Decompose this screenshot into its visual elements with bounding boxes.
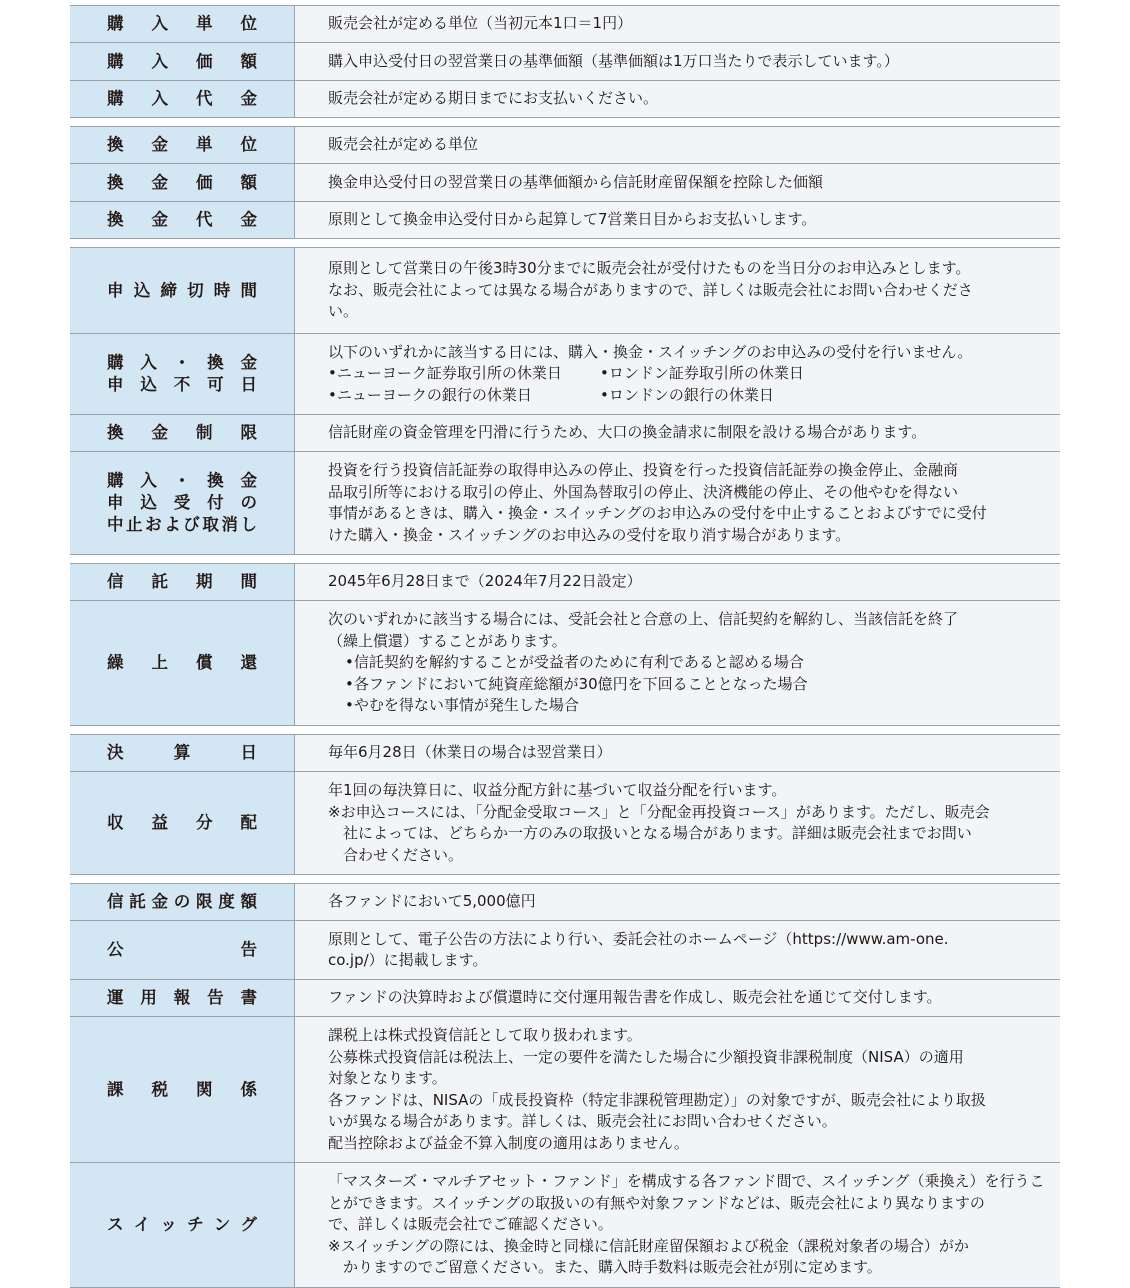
table-row [70, 127, 1060, 163]
row-label [70, 884, 295, 920]
row-value [295, 921, 1060, 979]
label-char: 申 [107, 493, 124, 512]
table-group [70, 5, 1060, 118]
label-char: ス [107, 1215, 124, 1234]
label-char: 課 [107, 1079, 124, 1099]
row-label-lines [107, 470, 257, 536]
label-char: 申 [107, 280, 124, 300]
label-char: 金 [151, 135, 168, 154]
row-label-lines [107, 88, 257, 110]
value-line: 各ファンドは、NISAの「成長投資枠（特定非課税管理勘定）」の対象ですが、販売会社により取扱 [328, 1090, 986, 1109]
row-label-lines [107, 891, 257, 913]
table-row [70, 735, 1060, 771]
row-value [295, 735, 1060, 771]
row-label-line [107, 374, 257, 396]
label-char: 金 [240, 353, 257, 372]
label-char: 金 [240, 89, 257, 108]
table-group [70, 126, 1060, 239]
label-char: 受 [173, 493, 191, 512]
row-label-lines [107, 280, 257, 302]
value-line: 信託財産の資金管理を円滑に行うため、大口の換金請求に制限を設ける場合があります。 [328, 423, 927, 442]
row-label [70, 1017, 295, 1162]
label-char: 切 [187, 280, 204, 300]
label-char: 込 [140, 493, 157, 512]
row-value [295, 6, 1060, 42]
label-char: 日 [240, 375, 257, 394]
label-char: 代 [196, 210, 213, 229]
label-char: 度 [218, 892, 235, 911]
label-char: 入 [140, 353, 157, 372]
group-gap [70, 239, 1060, 247]
value-line: 公募株式投資信託は税法上、一定の要件を満たした場合に少額投資非課税制度（NISA）の適用 [328, 1047, 964, 1066]
value-line: けた購入・換金・スイッチングのお申込みの受付を取り消す場合があります。 [328, 525, 851, 544]
table-group [70, 883, 1060, 1288]
row-label-line [107, 987, 257, 1009]
row-label [70, 601, 295, 725]
row-value [295, 884, 1060, 920]
label-char: 単 [196, 14, 213, 33]
value-line: 以下のいずれかに該当する日には、購入・換金・スイッチングのお申込みの受付を行いません。 [328, 342, 973, 361]
value-line: 品取引所等における取引の停止、外国為替取引の停止、決済機能の停止、その他やむを得ない [328, 482, 959, 501]
label-char: 金 [240, 210, 257, 229]
label-char: 中 [107, 515, 124, 534]
label-char: 取 [202, 515, 219, 534]
value-line: 次のいずれかに該当する場合には、受託会社と合意の上、信託契約を解約し、当該信託を終了 [328, 610, 959, 629]
label-char: 入 [151, 14, 168, 33]
row-label [70, 202, 295, 238]
row-value [295, 164, 1060, 201]
row-label-line [107, 209, 257, 231]
row-label-lines [107, 209, 257, 231]
label-char: 購 [107, 14, 124, 33]
label-char: 限 [196, 892, 213, 911]
table-row [70, 201, 1060, 238]
row-value [295, 202, 1060, 238]
value-line: 販売会社が定める期日までにお支払いください。 [328, 89, 659, 108]
row-label-line [107, 1079, 257, 1101]
table-row [70, 771, 1060, 874]
fund-terms-table [70, 5, 1060, 1288]
row-label-lines [107, 134, 257, 156]
label-char: 用 [140, 988, 157, 1007]
row-label [70, 415, 295, 451]
row-label [70, 564, 295, 600]
label-char: 締 [160, 280, 177, 300]
label-char: 告 [240, 940, 257, 959]
label-char: 関 [196, 1079, 213, 1099]
label-char: 上 [151, 653, 168, 672]
table-group [70, 563, 1060, 726]
row-value [295, 980, 1060, 1016]
value-line: ファンドの決算時および償還時に交付運用報告書を作成し、販売会社を通じて交付します。 [328, 988, 942, 1007]
row-label-line [107, 742, 257, 764]
row-label-line [107, 172, 257, 194]
group-gap [70, 118, 1060, 126]
row-label-lines [107, 172, 257, 194]
value-line: ※スイッチングの際には、換金時と同様に信託財産留保額および税金（課税対象者の場合）がか [328, 1236, 969, 1255]
bullet-item: •ニューヨークの銀行の休業日 [328, 385, 532, 404]
table-row [70, 80, 1060, 117]
label-char: 償 [196, 653, 213, 672]
label-char: 購 [107, 353, 124, 372]
row-value [295, 601, 1060, 725]
value-line: いが異なる場合があります。詳しくは、販売会社にお問い合わせください。 [328, 1112, 837, 1130]
value-line: 原則として営業日の午後3時30分までに販売会社が受付けたものを当日分のお申込みとします。 [328, 259, 971, 278]
row-label [70, 772, 295, 874]
label-char: 報 [173, 988, 191, 1007]
table-row [70, 333, 1060, 414]
label-char: 金 [151, 172, 168, 192]
value-line: 販売会社が定める単位（当初元本1口＝1円） [328, 14, 633, 33]
label-char: 託 [151, 572, 168, 591]
row-value [295, 127, 1060, 163]
group-gap [70, 726, 1060, 734]
label-char: 金 [151, 423, 168, 442]
label-char: 託 [129, 892, 146, 911]
label-char: 申 [107, 375, 124, 394]
bullet-item: •ニューヨーク証券取引所の休業日 [328, 364, 562, 383]
label-char: 税 [151, 1079, 168, 1099]
table-group [70, 734, 1060, 875]
value-line: （繰上償還）することがあります。 [328, 631, 567, 650]
row-value [295, 1017, 1060, 1162]
row-label-line [107, 939, 257, 961]
row-value [295, 564, 1060, 600]
row-value [295, 772, 1060, 874]
label-char: 額 [240, 51, 257, 71]
row-label-line [107, 134, 257, 156]
row-label-line [107, 514, 257, 536]
value-line: 購入申込受付日の翌営業日の基準価額（基準価額は1万口当たりで表示しています。） [328, 51, 899, 70]
value-line: 投資を行う投資信託証券の取得申込みの停止、投資を行った投資信託証券の換金停止、金融商 [328, 461, 959, 479]
bullet-item: •各ファンドにおいて純資産総額が30億円を下回ることとなった場合 [345, 674, 808, 693]
label-char: の [240, 493, 257, 512]
value-line: 対象となります。 [328, 1069, 447, 1087]
table-row [70, 884, 1060, 920]
label-char: イ [133, 1215, 151, 1234]
label-char: 可 [207, 375, 224, 394]
label-char: の [173, 892, 191, 911]
value-line: 年1回の毎決算日に、収益分配方針に基づいて収益分配を行います。 [328, 781, 787, 799]
label-char: 益 [151, 813, 168, 832]
bullet-item: •やむを得ない事情が発生した場合 [345, 696, 579, 715]
label-char: 換 [107, 172, 124, 192]
value-line: なお、販売会社によっては異なる場合がありますので、詳しくは販売会社にお問い合わせくださ [328, 280, 973, 299]
label-char: 換 [107, 423, 124, 442]
row-label-line [107, 88, 257, 110]
label-char: ・ [173, 471, 191, 490]
row-value [295, 43, 1060, 80]
label-char: 位 [240, 135, 257, 154]
row-label [70, 43, 295, 80]
label-char: よ [164, 515, 181, 534]
label-char: 購 [107, 51, 124, 71]
row-value [295, 1163, 1060, 1287]
row-label-lines [107, 987, 257, 1009]
row-label-lines [107, 652, 257, 674]
label-char: 運 [107, 988, 124, 1007]
row-label-line [107, 492, 257, 514]
label-char: 価 [196, 51, 213, 71]
row-label-line [107, 571, 257, 593]
value-line: 各ファンドにおいて5,000億円 [328, 892, 536, 911]
label-char: 価 [196, 172, 213, 192]
label-char: 決 [107, 743, 124, 762]
table-row [70, 42, 1060, 80]
label-char: 額 [240, 892, 257, 911]
row-label [70, 980, 295, 1016]
row-label-line [107, 470, 257, 492]
table-row [70, 163, 1060, 201]
label-char: 換 [107, 210, 124, 229]
value-line: 原則として換金申込受付日から起算して7営業日目からお支払いします。 [328, 210, 817, 229]
value-line: 2045年6月28日まで（2024年7月22日設定） [328, 572, 642, 591]
row-label-lines [107, 1079, 257, 1101]
row-label-line [107, 812, 257, 834]
label-char: 収 [107, 813, 124, 832]
label-char: 換 [207, 353, 224, 372]
label-char: 止 [126, 515, 143, 534]
row-label [70, 452, 295, 554]
row-label-lines [107, 742, 257, 764]
label-char: 不 [173, 375, 191, 394]
row-label [70, 164, 295, 201]
table-row [70, 1016, 1060, 1162]
label-char: 入 [151, 51, 168, 71]
note-continuation: かりますのでご留意ください。また、購入時手数料は販売会社が別に定めます。 [343, 1258, 882, 1277]
row-label [70, 735, 295, 771]
row-label-lines [107, 939, 257, 961]
label-char: 込 [140, 375, 157, 394]
label-char: 制 [196, 423, 213, 442]
value-line: 「マスターズ・マルチアセット・ファンド」を構成する各ファンド間で、スイッチング（乗換え）を行うこ [328, 1172, 1045, 1191]
label-char: 分 [196, 813, 213, 832]
label-char: 公 [107, 940, 124, 959]
label-char: グ [240, 1215, 257, 1234]
label-char: 換 [107, 135, 124, 154]
label-char: 込 [133, 280, 151, 300]
row-label-line [107, 280, 257, 302]
label-char: 付 [207, 493, 224, 512]
label-char: 金 [151, 210, 168, 229]
label-char: 算 [173, 743, 191, 762]
label-char: し [240, 515, 257, 534]
label-char: 換 [207, 471, 224, 490]
label-char: 消 [221, 515, 238, 534]
label-char: 購 [107, 471, 124, 490]
label-char: ッ [160, 1215, 177, 1234]
row-label [70, 81, 295, 117]
row-label-lines [107, 352, 257, 396]
group-gap [70, 875, 1060, 883]
row-label-line [107, 13, 257, 35]
row-label-line [107, 891, 257, 913]
label-char: 時 [213, 280, 231, 300]
label-char: 告 [207, 988, 224, 1007]
table-row [70, 1162, 1060, 1287]
value-line: 原則として、電子公告の方法により行い、委託会社のホームページ（https://www.am-one. [328, 929, 949, 948]
label-char: び [183, 515, 200, 534]
row-label-line [107, 352, 257, 374]
row-label-lines [107, 422, 257, 444]
note-continuation: 合わせください。 [343, 845, 464, 864]
value-line: co.jp/）に掲載します。 [328, 951, 488, 969]
row-value [295, 415, 1060, 451]
table-row [70, 920, 1060, 979]
row-label-line [107, 51, 257, 73]
bullet-item: •信託契約を解約することが受益者のために有利であると認める場合 [345, 653, 804, 672]
label-char: 間 [240, 572, 257, 591]
label-char: 期 [196, 572, 213, 591]
label-char: 金 [240, 471, 257, 490]
label-char: 書 [240, 988, 257, 1007]
label-char: お [145, 515, 162, 534]
row-label-lines [107, 571, 257, 593]
row-label [70, 334, 295, 414]
value-line: 課税上は株式投資信託として取り扱われます。 [328, 1026, 642, 1044]
table-row [70, 248, 1060, 333]
row-label [70, 1163, 295, 1287]
label-char: 繰 [107, 653, 124, 672]
bullet-item: •ロンドンの銀行の休業日 [600, 385, 774, 404]
label-char: 単 [196, 135, 213, 154]
label-char: 限 [240, 423, 257, 442]
row-label-line [107, 1214, 257, 1236]
row-label-lines [107, 1214, 257, 1236]
label-char: 間 [240, 280, 257, 300]
label-char: ・ [173, 353, 191, 372]
row-label [70, 248, 295, 333]
value-line: 事情があるときは、購入・換金・スイッチングのお申込みの受付を中止することおよびすでに受付 [328, 504, 987, 522]
note-continuation: 社によっては、どちらか一方のみの取扱いとなる場合があります。詳細は販売会社までお問い [343, 824, 972, 842]
label-char: 代 [196, 89, 213, 108]
value-line: とができます。スイッチングの取扱いの有無や対象ファンドなどは、販売会社により異なりますの [328, 1193, 985, 1212]
value-line: で、詳しくは販売会社でご確認ください。 [328, 1215, 613, 1234]
value-line: 販売会社が定める単位 [328, 135, 479, 154]
row-label-lines [107, 13, 257, 35]
row-value [295, 248, 1060, 333]
label-char: 配 [240, 813, 257, 832]
label-char: 日 [240, 743, 257, 762]
row-value [295, 452, 1060, 554]
row-value [295, 81, 1060, 117]
bullet-row [328, 385, 1046, 407]
table-row [70, 451, 1060, 554]
table-row [70, 6, 1060, 42]
row-label [70, 127, 295, 163]
label-char: 入 [140, 471, 157, 490]
row-label-lines [107, 812, 257, 834]
group-gap [70, 555, 1060, 563]
label-char: 位 [240, 14, 257, 33]
bullet-item: •ロンドン証券取引所の休業日 [600, 364, 804, 383]
label-char: 金 [151, 892, 168, 911]
row-label [70, 6, 295, 42]
row-value [295, 334, 1060, 414]
table-group [70, 247, 1060, 555]
label-char: 係 [240, 1079, 257, 1099]
table-row [70, 600, 1060, 725]
value-line: ※お申込コースには、「分配金受取コース」と「分配金再投資コース」があります。ただし、販売会 [328, 802, 990, 821]
bullet-row [328, 363, 1046, 385]
label-char: 信 [107, 892, 124, 911]
row-label [70, 921, 295, 979]
value-line: 換金申込受付日の翌営業日の基準価額から信託財産留保額を控除した価額 [328, 172, 824, 191]
label-char: 還 [240, 653, 257, 672]
table-row [70, 979, 1060, 1016]
label-char: 購 [107, 89, 124, 108]
value-line: 毎年6月28日（休業日の場合は翌営業日） [328, 743, 612, 762]
row-label-line [107, 422, 257, 444]
label-char: ン [213, 1215, 231, 1234]
label-char: 入 [151, 89, 168, 108]
value-line: い。 [328, 302, 359, 321]
table-row [70, 564, 1060, 600]
label-char: 信 [107, 572, 124, 591]
value-line: 配当控除および益金不算入制度の適用はありません。 [328, 1133, 689, 1152]
label-char: チ [187, 1215, 204, 1234]
row-label-lines [107, 51, 257, 73]
label-char: 額 [240, 172, 257, 192]
table-row [70, 414, 1060, 451]
row-label-line [107, 652, 257, 674]
